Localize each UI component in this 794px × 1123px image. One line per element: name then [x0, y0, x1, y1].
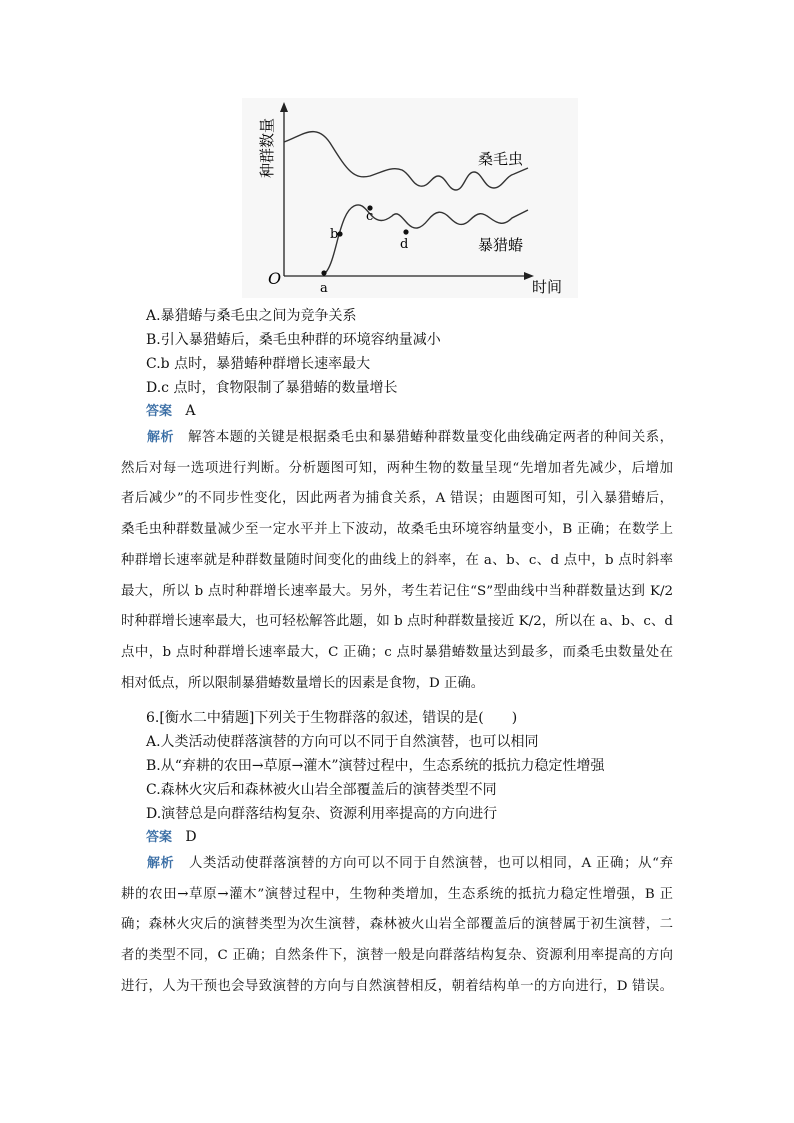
q5-answer-value: A — [185, 403, 196, 419]
origin-label: O — [268, 269, 282, 288]
q6-answer-value: D — [185, 829, 197, 845]
point-a — [321, 270, 326, 275]
q5-analysis-label: 解析 — [147, 430, 174, 445]
point-d — [403, 229, 408, 234]
q5-analysis — [121, 423, 673, 699]
population-graph — [242, 98, 578, 298]
y-axis-label: 种群数量 — [258, 117, 276, 178]
q6-analysis — [121, 849, 673, 1003]
q6-option-c: C.森林火灾后和森林被火山岩全部覆盖后的演替类型不同 — [146, 782, 497, 798]
point-d-label: d — [400, 237, 409, 252]
q6-answer-label: 答案 — [146, 830, 173, 845]
q5-answer-label: 答案 — [146, 404, 173, 419]
q5-analysis-line: 者后减少”的不同步性变化，因此两者为捕食关系，A 错误；由题图可知，引入暴猎蝽后， — [121, 491, 673, 507]
q5-option-c: C.b 点时，暴猎蝽种群增长速率最大 — [146, 356, 371, 372]
q6-analysis-line: 耕的农田→草原→灌木”演替过程中，生物种类增加，生态系统的抵抗力稳定性增强，B 正 — [121, 886, 673, 902]
x-axis-label: 时间 — [532, 278, 563, 296]
predator-label: 暴猎蝽 — [478, 236, 524, 254]
graph-background — [242, 98, 578, 298]
q5-option-d: D.c 点时，食物限制了暴猎蝽的数量增长 — [146, 380, 398, 396]
q5-analysis-line: 解析 解答本题的关键是根据桑毛虫和暴猎蝽种群数量变化曲线确定两者的种间关系， — [147, 430, 673, 445]
q6-answer — [146, 827, 197, 848]
q5-analysis-line: 时种群增长速率最大，也可轻松解答此题，如 b 点时种群数量接近 K/2，所以在 a、b、c、d — [121, 614, 673, 630]
point-b-label: b — [330, 227, 339, 242]
q6-option-a: A.人类活动使群落演替的方向可以不同于自然演替，也可以相同 — [146, 734, 539, 750]
q5-analysis-line: 相对低点，所以限制暴猎蝽数量增长的因素是食物，D 正确。 — [121, 675, 485, 691]
point-c-label: c — [366, 209, 374, 224]
point-a-label: a — [320, 281, 328, 296]
q5-analysis-line: 种群增长速率就是种群数量随时间变化的曲线上的斜率，在 a、b、c、d 点中，b 点时斜率 — [121, 552, 673, 568]
q5-option-b: B.引入暴猎蝽后，桑毛虫种群的环境容纳量减小 — [146, 332, 441, 348]
q5-analysis-line: 点中，b 点时种群增长速率最大，C 正确；c 点时暴猎蝽数量达到最多，而桑毛虫数量处在 — [121, 644, 673, 660]
q5-answer — [146, 401, 196, 422]
q6-option-d: D.演替总是向群落结构复杂、资源利用率提高的方向进行 — [146, 806, 498, 822]
q6-analysis-line: 进行，人为干预也会导致演替的方向与自然演替相反，朝着结构单一的方向进行，D 错误。 — [121, 978, 673, 994]
q5-option-a: A.暴猎蝽与桑毛虫之间为竞争关系 — [146, 308, 357, 324]
q6-analysis-label: 解析 — [147, 856, 175, 871]
q6-analysis-line: 解析 人类活动使群落演替的方向可以不同于自然演替，也可以相同，A 正确；从“弃 — [147, 856, 673, 871]
population-graph-svg — [242, 98, 578, 298]
q6-analysis-line: 者的类型不同，C 正确；自然条件下，演替一般是向群落结构复杂、资源利用率提高的方向 — [121, 948, 673, 964]
q5-analysis-line: 桑毛虫种群数量减少至一定水平并上下波动，故桑毛虫环境容纳量变小，B 正确；在数学上 — [121, 522, 673, 538]
q5-analysis-line: 然后对每一选项进行判断。分析题图可知，两种生物的数量呈现“先增加者先减少，后增加 — [121, 460, 673, 476]
q6-stem: 6.[衡水二中猜题]下列关于生物群落的叙述，错误的是( ) — [146, 710, 518, 726]
q6-analysis-line: 确；森林火灾后的演替类型为次生演替，森林被火山岩全部覆盖后的演替属于初生演替，二 — [121, 917, 673, 933]
prey-label: 桑毛虫 — [478, 150, 524, 168]
q6-option-b: B.从“弃耕的农田→草原→灌木”演替过程中，生态系统的抵抗力稳定性增强 — [146, 758, 605, 774]
q5-analysis-line: 最大，所以 b 点时种群增长速率最大。另外，考生若记住“S”型曲线中当种群数量达到 K/2 — [121, 583, 673, 599]
